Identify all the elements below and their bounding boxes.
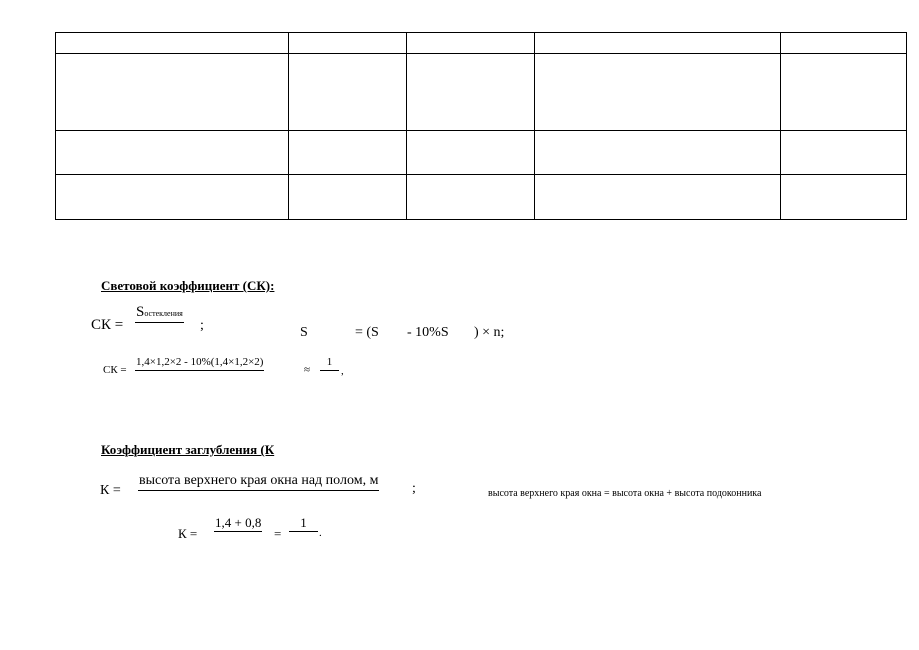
- fraction-bar: [214, 531, 262, 532]
- window-height-note: высота верхнего края окна = высота окна + высота подоконника: [488, 488, 762, 499]
- fraction-bar: [135, 370, 264, 371]
- table-cell: [407, 54, 535, 131]
- formula-s-tail: ) × n;: [474, 325, 505, 340]
- table-cell: [56, 33, 289, 54]
- table-cell: [535, 33, 781, 54]
- formula-sk-calc-lhs: СК =: [103, 364, 127, 376]
- formula-sk-calc-fraction: [135, 357, 264, 371]
- formula-sk-suffix: ;: [200, 318, 204, 333]
- formula-sk-calc-suffix: ,: [341, 365, 344, 377]
- fraction-bar: [289, 531, 318, 532]
- table-cell: [289, 131, 407, 175]
- section-heading-depth-coefficient: Коэффициент заглубления (К: [101, 442, 275, 457]
- formula-k-suffix: ;: [412, 481, 416, 496]
- table-cell: [781, 175, 907, 220]
- table-cell: [407, 175, 535, 220]
- formula-k-calc-fraction: [214, 516, 262, 532]
- formula-k-calc-lhs: К =: [178, 526, 198, 541]
- formula-k-result-fraction: [289, 516, 318, 532]
- glazing-subscript: остекления: [144, 309, 183, 318]
- table-cell: [56, 131, 289, 175]
- table-cell: [535, 54, 781, 131]
- formula-k-result-numerator: 1: [300, 515, 307, 530]
- formula-sk-lhs: СК =: [91, 317, 124, 333]
- formula-s-expr: = (S: [355, 325, 379, 340]
- table-cell: [56, 54, 289, 131]
- formula-s-minus: - 10%S: [407, 325, 449, 340]
- fraction-bar: [135, 322, 184, 323]
- formula-sk-fraction: [135, 305, 184, 323]
- table-row: [56, 54, 907, 131]
- glazing-area-symbol: S: [136, 304, 145, 320]
- section-heading-light-coefficient: Световой коэффициент (СК):: [101, 278, 275, 293]
- formula-sk-numerator: [135, 305, 184, 322]
- formula-k-calc-suffix: .: [319, 527, 322, 539]
- formula-k-numerator: высота верхнего края окна над полом, м: [139, 473, 379, 488]
- formula-approx-sign: ≈: [304, 364, 311, 376]
- table-cell: [535, 131, 781, 175]
- table-cell: [781, 131, 907, 175]
- formula-s-symbol: S: [300, 325, 308, 340]
- formula-sk-result-numerator: 1: [326, 356, 333, 368]
- table-cell: [407, 33, 535, 54]
- table-cell: [535, 175, 781, 220]
- table-cell: [407, 131, 535, 175]
- table-cell: [781, 33, 907, 54]
- formula-k-lhs: К =: [100, 483, 121, 498]
- table-cell: [289, 54, 407, 131]
- table-row: [56, 175, 907, 220]
- fraction-bar: [320, 370, 339, 371]
- data-table: [55, 32, 907, 220]
- fraction-bar: [138, 490, 379, 491]
- table-row: [56, 131, 907, 175]
- formula-k-calc-eq: =: [274, 526, 282, 541]
- formula-k-fraction: [138, 474, 379, 491]
- formula-sk-calc-numerator: 1,4×1,2×2 - 10%(1,4×1,2×2): [136, 356, 264, 368]
- formula-sk-result-fraction: [320, 357, 339, 371]
- table-cell: [781, 54, 907, 131]
- table-cell: [56, 175, 289, 220]
- table-cell: [289, 175, 407, 220]
- table-cell: [289, 33, 407, 54]
- formula-k-calc-numerator: 1,4 + 0,8: [215, 515, 262, 530]
- table-row: [56, 33, 907, 54]
